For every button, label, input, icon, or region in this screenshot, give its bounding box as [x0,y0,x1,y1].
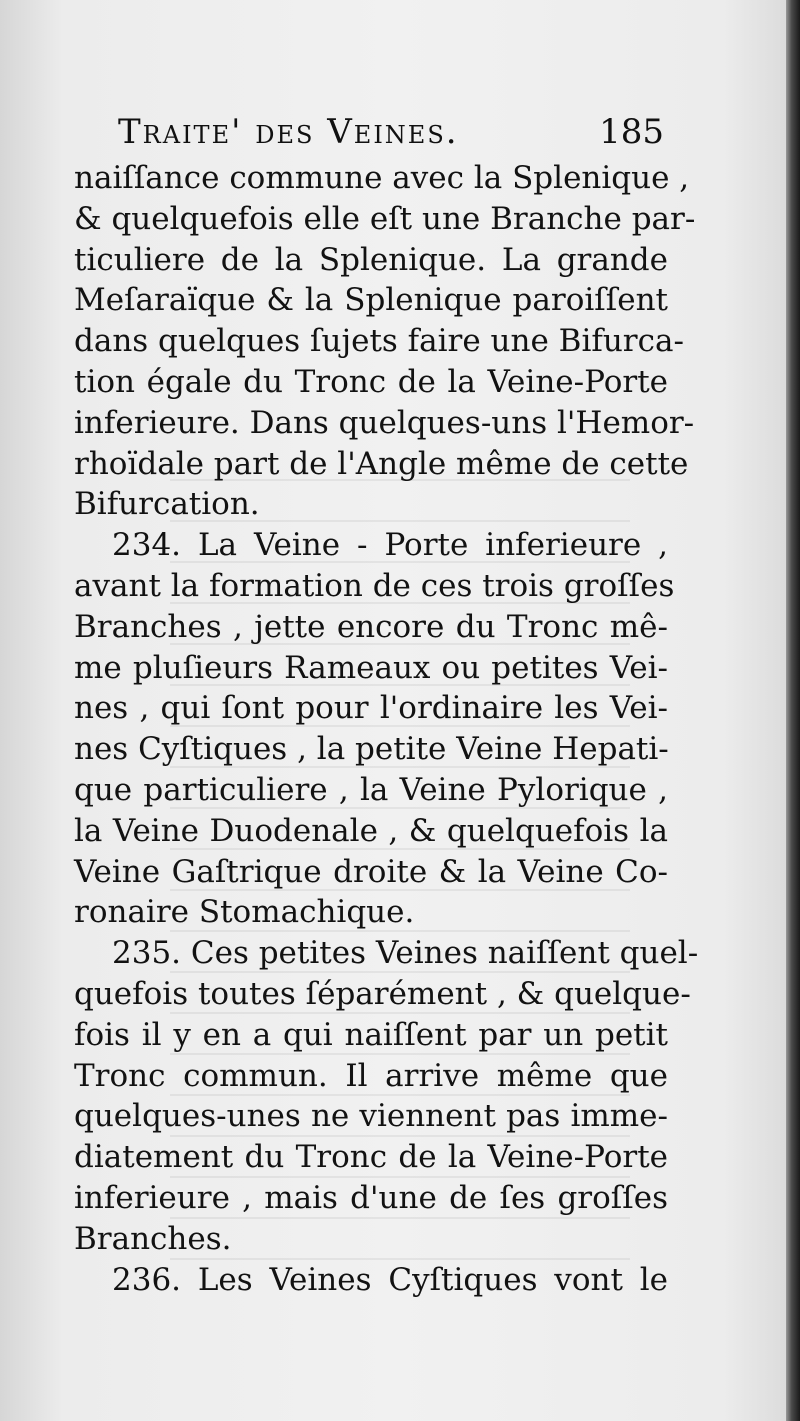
text-line: Branches , jette encore du Tronc mê- [74,608,668,645]
text-line: nes Cyſtiques , la petite Veine Hepati- [74,731,669,768]
text-line: avant la formation de ces trois groſſes [74,567,675,604]
paragraph-235 [74,933,699,1259]
text-line: ronaire Stomachique. [74,894,415,931]
text-line: Branches. [74,1220,232,1257]
page-number: 185 [599,112,664,152]
text-line: quelques-unes ne viennent pas imme- [74,1098,668,1135]
paragraph-234 [74,525,675,933]
text-line: ticuliere de la Splenique. La grande [74,241,668,278]
text-line: naiſſance commune avec la Splenique , [74,160,690,196]
text-line: 234. La Veine - Porte inferieure , [112,527,668,564]
text-line: Meſaraïque & la Splenique paroiſſent [74,282,668,319]
paragraph-236 [74,1260,668,1301]
text-line: diatement du Tronc de la Veine-Porte [74,1139,668,1176]
running-title: Traite' des Veines. [118,112,459,152]
paragraph-continuation [74,158,696,525]
text-line: quefois toutes ſéparément , & quelque- [74,975,691,1012]
text-line: Tronc commun. Il arrive même que [74,1057,668,1094]
text-line: la Veine Duodenale , & quelquefois la [74,812,668,849]
text-line: fois il y en a qui naiſſent par un petit [74,1016,668,1053]
text-line: 236. Les Veines Cyſtiques vont le [112,1261,668,1298]
text-line: Bifurcation. [74,486,260,523]
body-text [74,158,699,1300]
text-line: dans quelques ſujets faire une Bifurca- [74,323,684,360]
text-line: inferieure. Dans quelques-uns l'Hemor- [74,404,695,441]
text-line: 235. Ces petites Veines naiſſent quel- [112,935,699,972]
text-line: tion égale du Tronc de la Veine-Porte [74,363,668,400]
text-line: me pluſieurs Rameaux ou petites Vei- [74,649,668,686]
text-line: que particuliere , la Veine Pylorique , [74,771,668,808]
page-header [118,112,664,162]
text-line: & quelquefois elle eſt une Branche par- [74,200,696,237]
text-line: rhoïdale part de l'Angle même de cette [74,445,689,482]
text-line: Veine Gaſtrique droite & la Veine Co- [74,853,668,890]
text-line: nes , qui ſont pour l'ordinaire les Vei- [74,690,668,727]
page-edge-shadow [786,0,800,1421]
text-line: inferieure , mais d'une de ſes groſſes [74,1179,668,1216]
